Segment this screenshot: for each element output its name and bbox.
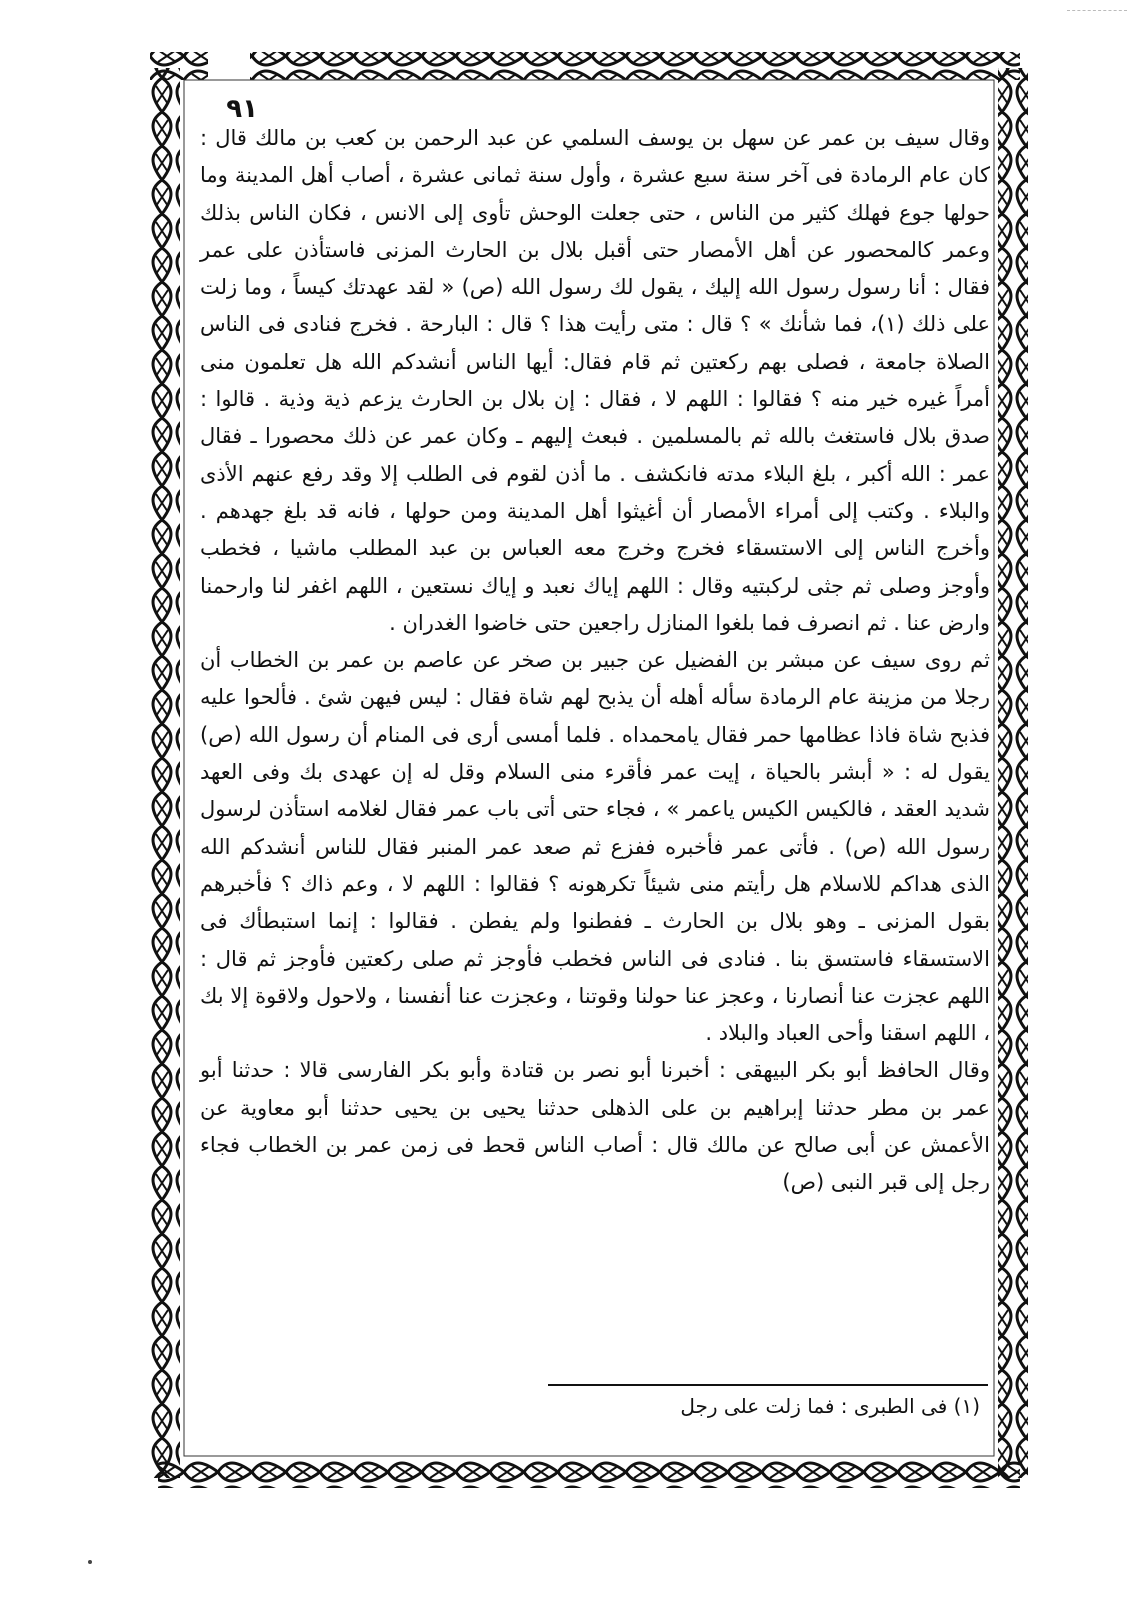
scan-edge-mark	[1067, 10, 1127, 11]
footnote: (١) فى الطبرى : فما زلت على رجل	[680, 1394, 980, 1418]
text-body	[200, 120, 990, 1202]
paragraph-3: وقال الحافظ أبو بكر البيهقى : أخبرنا أبو نصر بن قتادة وأبو بكر الفارسى قالا : حدثنا أبو عمر بن مطر حدثنا إبراهيم بن على الذهلى حدثنا يحيى بن يحيى حدثنا أبو معاوية عن الأعمش عن أبى صالح عن مالك قال : أصاب الناس قحط فى زمن عمر بن الخطاب فجاء رجل إلى قبر النبى (ص)	[200, 1058, 990, 1195]
paragraph-1: وقال سيف بن عمر عن سهل بن يوسف السلمي عن عبد الرحمن بن كعب بن مالك قال : كان عام الرمادة فى آخر سنة سبع عشرة ، وأول سنة ثمانى عشرة ، أصاب أهل المدينة وما حولها جوع فهلك كثير من الناس ، حتى جعلت الوحش تأوى إلى الانس ، فكان الناس بذلك وعمر كالمحصور عن أهل الأمصار حتى أقبل بلال بن الحارث المزنى فاستأذن على عمر فقال : أنا رسول رسول الله إليك ، يقول لك رسول الله (ص) « لقد عهدتك كيساً ، وما زلت على ذلك (١)، فما شأنك » ؟ قال : متى رأيت هذا ؟ قال : البارحة . فخرج فنادى فى الناس الصلاة جامعة ، فصلى بهم ركعتين ثم قام فقال: أيها الناس أنشدكم الله هل تعلمون منى أمراً غيره خير منه ؟ فقالوا : اللهم لا ، فقال : إن بلال بن الحارث يزعم ذية وذية . قالوا : صدق بلال فاستغث بالله ثم بالمسلمين . فبعث إليهم ـ وكان عمر عن ذلك محصورا ـ فقال عمر : الله أكبر ، بلغ البلاء مدته فانكشف . ما أذن لقوم فى الطلب إلا وقد رفع عنهم الأذى والبلاء . وكتب إلى أمراء الأمصار أن أغيثوا أهل المدينة ومن حولها ، فانه قد بلغ جهدهم . وأخرج الناس إلى الاستسقاء فخرج وخرج معه العباس بن عبد المطلب ماشيا ، فخطب وأوجز وصلى ثم جثى لركبتيه وقال : اللهم إياك نعبد و إياك نستعين ، اللهم اغفر لنا وارحمنا وارض عنا . ثم انصرف فما بلغوا المنازل راجعين حتى خاضوا الغدران .	[200, 126, 990, 635]
page-number: ٩١	[226, 94, 258, 124]
footnote-divider	[548, 1384, 988, 1386]
scan-speck	[88, 1560, 92, 1564]
paragraph-2: ثم روى سيف عن مبشر بن الفضيل عن جبير بن صخر عن عاصم بن عمر بن الخطاب أن رجلا من مزينة عام الرمادة سأله أهله أن يذبح لهم شاة فقال : ليس فيهن شئ . فألحوا عليه فذبح شاة فاذا عظامها حمر فقال يامحمداه . فلما أمسى أرى فى المنام أن رسول الله (ص) يقول له : « أبشر بالحياة ، إيت عمر فأقرء منى السلام وقل له إن عهدى بك وفى العهد شديد العقد ، فالكيس الكيس ياعمر » ، فجاء حتى أتى باب عمر فقال لغلامه استأذن لرسول رسول الله (ص) . فأتى عمر فأخبره ففزع ثم صعد عمر المنبر فقال للناس أنشدكم الله الذى هداكم للاسلام هل رأيتم منى شيئاً تكرهونه ؟ فقالوا : اللهم لا ، وعم ذاك ؟ فأخبرهم بقول المزنى ـ وهو بلال بن الحارث ـ ففطنوا ولم يفطن . فقالوا : إنما استبطأك فى الاستسقاء فاستسق بنا . فنادى فى الناس فخطب فأوجز ثم صلى ركعتين فأوجز ثم قال : اللهم عجزت عنا أنصارنا ، وعجز عنا حولنا وقوتنا ، وعجزت عنا أنفسنا ، ولاحول ولاقوة إلا بك ، اللهم اسقنا وأحى العباد والبلاد .	[200, 648, 990, 1046]
